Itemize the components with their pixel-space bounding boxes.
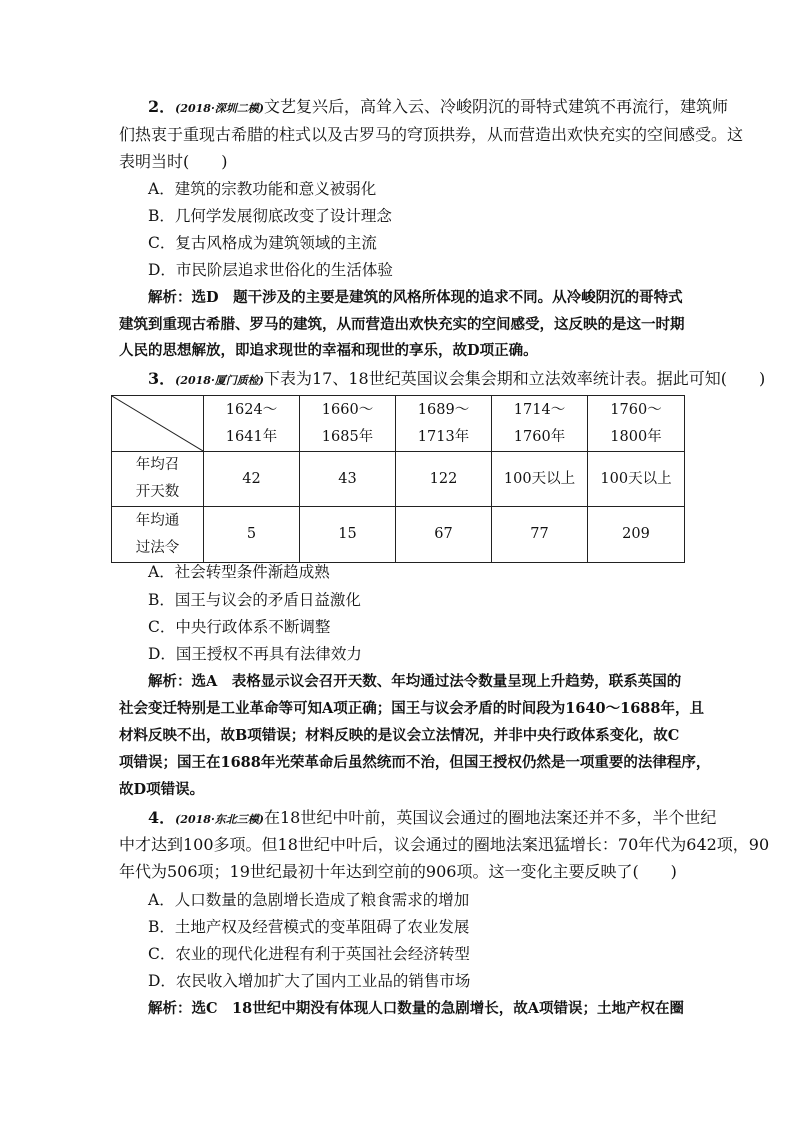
period-header: 1689～ 1713年 — [396, 396, 492, 452]
q2-stem-3: 表明当时( ) — [119, 152, 228, 171]
q4-analysis-1: 解析：选C 18世纪中期没有体现人口数量的急剧增长，故A项错误；土地产权在圈 — [148, 1000, 684, 1017]
q4-stem-1: 在18世纪中叶前，英国议会通过的圈地法案还并不多，半个世纪 — [264, 808, 717, 827]
q2-stem-2: 们热衷于重现古希腊的柱式以及古罗马的穹顶拱券，从而营造出欢快充实的空间感受。这 — [119, 125, 744, 144]
table-cell: 15 — [300, 507, 396, 563]
table-cell: 100天以上 — [588, 452, 685, 507]
q2-analysis-3: 人民的思想解放，即追求现世的幸福和现世的享乐，故D项正确。 — [119, 342, 538, 359]
q2-option-a: A．建筑的宗教功能和意义被弱化 — [148, 180, 377, 198]
diagonal-line — [112, 396, 203, 451]
q3-stem-1: 下表为17、18世纪英国议会集会期和立法效率统计表。据此可知( ) — [264, 369, 766, 388]
table-row — [112, 507, 685, 563]
q3-option-c: C．中央行政体系不断调整 — [148, 618, 331, 636]
period-header: 1714～ 1760年 — [492, 396, 588, 452]
q4-number: 4． — [148, 808, 176, 827]
q4-stem-2: 中才达到100多项。但18世纪中叶后，议会通过的圈地法案迅猛增长：70年代为642项，90 — [119, 835, 770, 854]
period-header: 1660～ 1685年 — [300, 396, 396, 452]
q4-option-b: B．土地产权及经营模式的变革阻碍了农业发展 — [148, 918, 470, 936]
table-cell: 67 — [396, 507, 492, 563]
q2-option-b: B．几何学发展彻底改变了设计理念 — [148, 207, 392, 225]
q4-option-a: A．人口数量的急剧增长造成了粮食需求的增加 — [148, 891, 470, 909]
table-cell: 122 — [396, 452, 492, 507]
period-header: 1760～ 1800年 — [588, 396, 685, 452]
q4-stem-3: 年代为506项；19世纪最初十年达到空前的906项。这一变化主要反映了( ) — [119, 862, 677, 881]
table-header-row — [112, 396, 685, 452]
row-label: 年均通 过法令 — [112, 507, 204, 563]
q2-analysis-2: 建筑到重现古希腊、罗马的建筑，从而营造出欢快充实的空间感受，这反映的是这一时期 — [119, 316, 685, 333]
table-row — [112, 452, 685, 507]
period-header: 1624～ 1641年 — [204, 396, 300, 452]
q2-number: 2． — [148, 97, 176, 116]
q2-stem-1: 文艺复兴后，高耸入云、冷峻阴沉的哥特式建筑不再流行，建筑师 — [264, 97, 729, 116]
q4-option-c: C．农业的现代化进程有利于英国社会经济转型 — [148, 945, 470, 963]
q3-stem-line-1 — [148, 369, 765, 391]
table-cell: 77 — [492, 507, 588, 563]
q3-option-b: B．国王与议会的矛盾日益激化 — [148, 591, 361, 609]
q3-analysis-5: 故D项错误。 — [119, 781, 205, 798]
q2-source: (2018·深圳二模) — [175, 102, 264, 115]
q4-stem-line-1 — [148, 808, 716, 830]
q3-statistics-table — [111, 395, 685, 563]
row-label: 年均召 开天数 — [112, 452, 204, 507]
q4-option-d: D．农民收入增加扩大了国内工业品的销售市场 — [148, 972, 471, 990]
q3-analysis-2: 社会变迁特别是工业革命等可知A项正确；国王与议会矛盾的时间段为1640～1688年，且 — [119, 700, 704, 717]
q3-analysis-3: 材料反映不出，故B项错误；材料反映的是议会立法情况，并非中央行政体系变化，故C — [119, 727, 680, 744]
q2-option-c: C．复古风格成为建筑领域的主流 — [148, 234, 377, 252]
table-cell: 5 — [204, 507, 300, 563]
q3-analysis-4: 项错误；国王在1688年光荣革命后虽然统而不治，但国王授权仍然是一项重要的法律程序， — [119, 754, 711, 771]
table-corner-cell — [112, 396, 204, 452]
q3-option-d: D．国王授权不再具有法律效力 — [148, 645, 362, 663]
q2-stem-line-1 — [148, 97, 728, 119]
q2-option-d: D．市民阶层追求世俗化的生活体验 — [148, 261, 393, 279]
q3-analysis-1: 解析：选A 表格显示议会召开天数、年均通过法令数量呈现上升趋势，联系英国的 — [148, 673, 682, 690]
q3-source: (2018·厦门质检) — [175, 374, 264, 387]
table-cell: 100天以上 — [492, 452, 588, 507]
table-cell: 43 — [300, 452, 396, 507]
q3-number: 3． — [148, 369, 176, 388]
table-cell: 209 — [588, 507, 685, 563]
table-cell: 42 — [204, 452, 300, 507]
q3-option-a: A．社会转型条件渐趋成熟 — [148, 563, 330, 581]
q4-source: (2018·东北三模) — [175, 813, 264, 826]
q2-analysis-1: 解析：选D 题干涉及的主要是建筑的风格所体现的追求不同。从冷峻阴沉的哥特式 — [148, 289, 683, 306]
